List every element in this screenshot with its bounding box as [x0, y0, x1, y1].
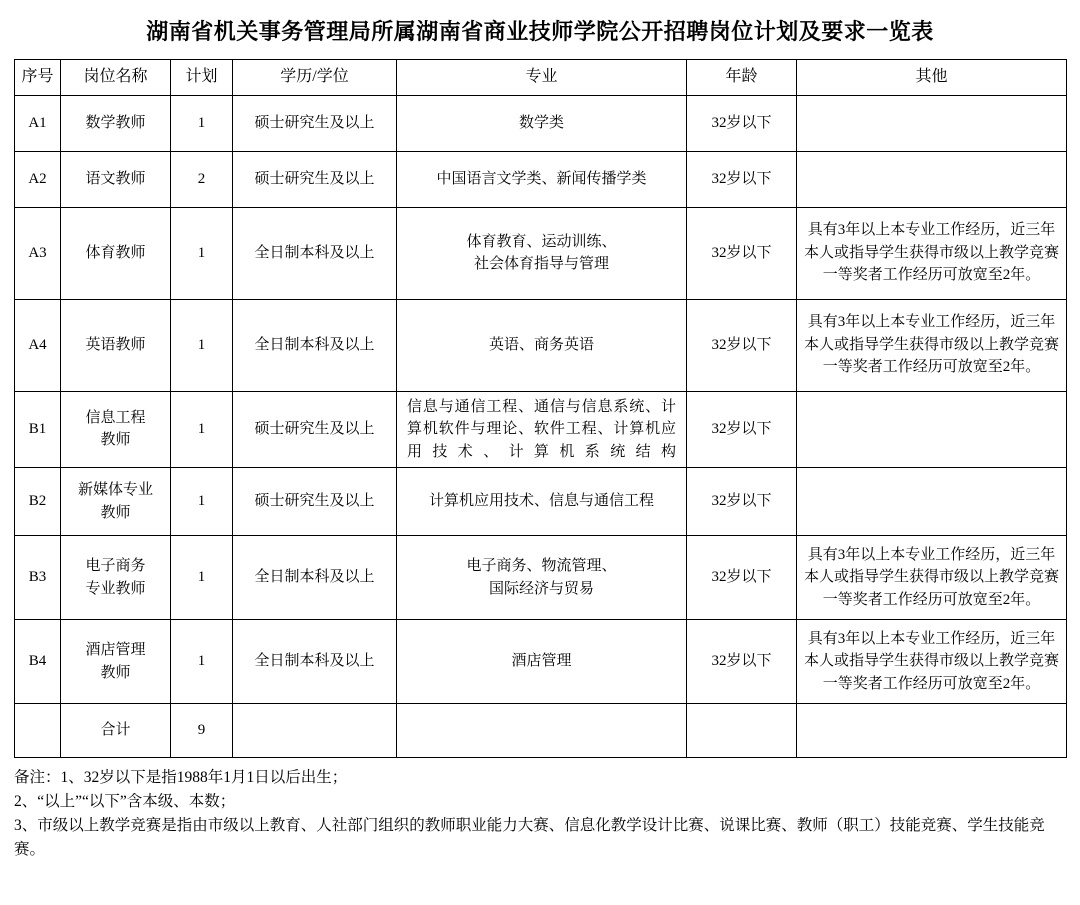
table-row — [15, 620, 1067, 704]
cell-other: 具有3年以上本专业工作经历，近三年本人或指导学生获得市级以上教学竞赛一等奖者工作经历可放宽至2年。 — [797, 207, 1067, 299]
cell-post: 英语教师 — [61, 299, 171, 391]
cell-education: 全日制本科及以上 — [233, 207, 397, 299]
cell-education: 全日制本科及以上 — [233, 536, 397, 620]
column-header-no: 序号 — [15, 59, 61, 95]
cell-total-label: 合计 — [61, 704, 171, 758]
cell-no: B4 — [15, 620, 61, 704]
table-row — [15, 299, 1067, 391]
recruitment-plan-table — [14, 59, 1067, 759]
cell-other: 具有3年以上本专业工作经历，近三年本人或指导学生获得市级以上教学竞赛一等奖者工作经历可放宽至2年。 — [797, 536, 1067, 620]
cell-major: 酒店管理 — [397, 620, 687, 704]
cell-other — [797, 391, 1067, 468]
cell-major: 信息与通信工程、通信与信息系统、计算机软件与理论、软件工程、计算机应用技术、计算机系统结构 — [397, 391, 687, 468]
cell-plan: 1 — [171, 620, 233, 704]
cell-education: 硕士研究生及以上 — [233, 95, 397, 151]
cell-post: 电子商务 专业教师 — [61, 536, 171, 620]
table-row — [15, 391, 1067, 468]
table-row — [15, 151, 1067, 207]
table-row — [15, 207, 1067, 299]
note-line-3: 3、市级以上教学竞赛是指由市级以上教育、人社部门组织的教师职业能力大赛、信息化教学设计比赛、说课比赛、教师（职工）技能竞赛、学生技能竞赛。 — [14, 817, 1045, 859]
cell-no: B3 — [15, 536, 61, 620]
cell-education: 硕士研究生及以上 — [233, 391, 397, 468]
cell-post: 酒店管理 教师 — [61, 620, 171, 704]
cell-no: B1 — [15, 391, 61, 468]
column-header-major: 专业 — [397, 59, 687, 95]
table-row — [15, 536, 1067, 620]
cell-age — [687, 704, 797, 758]
cell-other: 具有3年以上本专业工作经历，近三年本人或指导学生获得市级以上教学竞赛一等奖者工作经历可放宽至2年。 — [797, 299, 1067, 391]
cell-age: 32岁以下 — [687, 207, 797, 299]
cell-plan: 1 — [171, 207, 233, 299]
cell-major: 体育教育、运动训练、 社会体育指导与管理 — [397, 207, 687, 299]
cell-age: 32岁以下 — [687, 299, 797, 391]
cell-age: 32岁以下 — [687, 391, 797, 468]
cell-age: 32岁以下 — [687, 620, 797, 704]
cell-post: 信息工程 教师 — [61, 391, 171, 468]
cell-post: 体育教师 — [61, 207, 171, 299]
cell-age: 32岁以下 — [687, 95, 797, 151]
cell-plan: 2 — [171, 151, 233, 207]
cell-education: 全日制本科及以上 — [233, 620, 397, 704]
cell-post: 语文教师 — [61, 151, 171, 207]
cell-age: 32岁以下 — [687, 468, 797, 536]
cell-major: 数学类 — [397, 95, 687, 151]
cell-education: 硕士研究生及以上 — [233, 151, 397, 207]
cell-plan: 1 — [171, 299, 233, 391]
table-row — [15, 95, 1067, 151]
cell-other — [797, 151, 1067, 207]
table-row — [15, 468, 1067, 536]
cell-major: 计算机应用技术、信息与通信工程 — [397, 468, 687, 536]
cell-plan: 1 — [171, 391, 233, 468]
cell-no: A3 — [15, 207, 61, 299]
column-header-post: 岗位名称 — [61, 59, 171, 95]
cell-plan: 1 — [171, 95, 233, 151]
column-header-education: 学历/学位 — [233, 59, 397, 95]
table-body — [15, 95, 1067, 758]
table-total-row — [15, 704, 1067, 758]
notes-section — [14, 766, 1066, 862]
cell-major: 英语、商务英语 — [397, 299, 687, 391]
cell-major — [397, 704, 687, 758]
cell-plan: 1 — [171, 536, 233, 620]
cell-major: 中国语言文学类、新闻传播学类 — [397, 151, 687, 207]
cell-no: A4 — [15, 299, 61, 391]
cell-major: 电子商务、物流管理、 国际经济与贸易 — [397, 536, 687, 620]
cell-post: 新媒体专业 教师 — [61, 468, 171, 536]
note-line-2: 2、“以上”“以下”含本级、本数； — [14, 793, 236, 811]
cell-no: A2 — [15, 151, 61, 207]
cell-no: B2 — [15, 468, 61, 536]
cell-education: 硕士研究生及以上 — [233, 468, 397, 536]
cell-total-plan: 9 — [171, 704, 233, 758]
cell-education — [233, 704, 397, 758]
cell-other — [797, 468, 1067, 536]
page-title: 湖南省机关事务管理局所属湖南省商业技师学院公开招聘岗位计划及要求一览表 — [146, 19, 934, 44]
cell-education: 全日制本科及以上 — [233, 299, 397, 391]
cell-other — [797, 95, 1067, 151]
table-header-row — [15, 59, 1067, 95]
cell-other — [797, 704, 1067, 758]
cell-age: 32岁以下 — [687, 536, 797, 620]
cell-no: A1 — [15, 95, 61, 151]
cell-other: 具有3年以上本专业工作经历，近三年本人或指导学生获得市级以上教学竞赛一等奖者工作经历可放宽至2年。 — [797, 620, 1067, 704]
cell-plan: 1 — [171, 468, 233, 536]
column-header-age: 年龄 — [687, 59, 797, 95]
column-header-plan: 计划 — [171, 59, 233, 95]
cell-post: 数学教师 — [61, 95, 171, 151]
cell-age: 32岁以下 — [687, 151, 797, 207]
column-header-other: 其他 — [797, 59, 1067, 95]
cell-no — [15, 704, 61, 758]
note-line-1: 备注：1、32岁以下是指1988年1月1日以后出生； — [14, 769, 348, 787]
